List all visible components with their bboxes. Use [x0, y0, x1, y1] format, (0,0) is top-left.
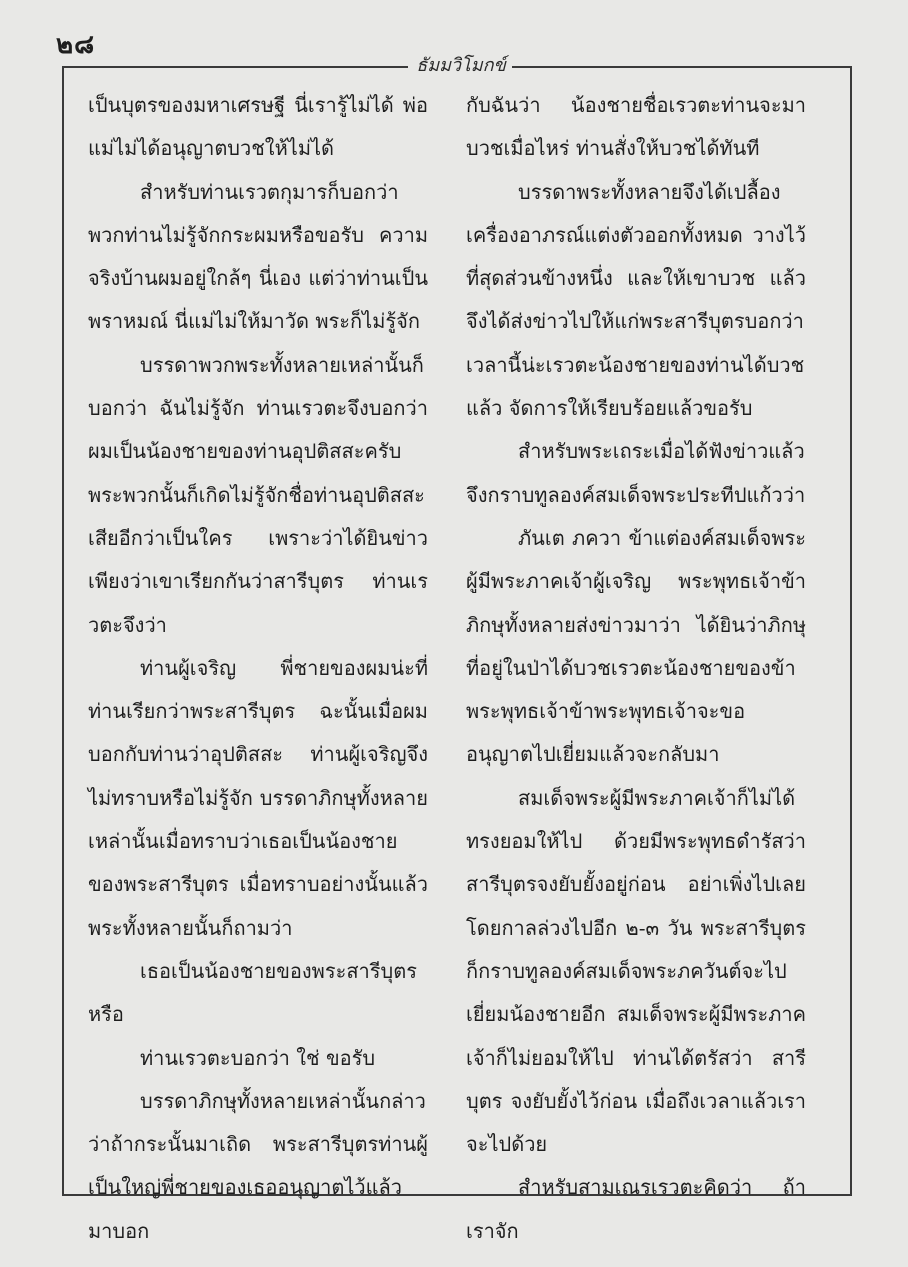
paragraph: บรรดาภิกษุทั้งหลายเหล่านั้นกล่าวว่าถ้ากระนั้นมาเถิด พระสารีบุตรท่านผู้เป็นใหญ่พี่ชายของเธออนุญาตไว้แล้ว มาบอก — [88, 1088, 428, 1243]
paragraph: กับฉันว่า น้องชายชื่อเรวตะท่านจะมาบวชเมื่อไหร่ ท่านสั่งให้บวชได้ทันที — [466, 93, 806, 161]
paragraph: สำหรับท่านเรวตกุมารก็บอกว่า พวกท่านไม่รู้จักกระผมหรือขอรับ ความจริงบ้านผมอยู่ใกล้ๆ นี่เอง แต่ว่าท่านเป็นพราหมณ์ นี่แม่ไม่ให้มาวัด พระก็ไม่รู้จัก — [88, 179, 428, 334]
paragraph: ท่านเรวตะบอกว่า ใช่ ขอรับ — [140, 1045, 376, 1070]
paragraph: สำหรับพระเถระเมื่อได้ฟังข่าวแล้วจึงกราบทูลองค์สมเด็จพระประทีปแก้วว่า — [466, 439, 806, 507]
right-column — [466, 84, 806, 1253]
paragraph: เป็นบุตรของมหาเศรษฐี นี่เรารู้ไม่ได้ พ่อแม่ไม่ได้อนุญาตบวชให้ไม่ได้ — [88, 93, 428, 161]
paragraph: สำหรับสามเณรเรวตะคิดว่า ถ้าเราจัก — [466, 1175, 806, 1243]
paragraph: สมเด็จพระผู้มีพระภาคเจ้าก็ไม่ได้ทรงยอมให้ไป ด้วยมีพระพุทธดำรัสว่า สารีบุตรจงยับยั้งอยู่ก่อน อย่าเพิ่งไปเลย โดยกาลล่วงไปอีก ๒-๓ วัน พระสารีบุตรก็กราบทูลองค์สมเด็จพระภควันต์จะไปเยี่ยมน้องชายอีก สมเด็จพระผู้มีพระภาคเจ้าก็ไม่ยอมให้ไป ท่านได้ตรัสว่า สารีบุตร จงยับยั้งไว้ก่อน เมื่อถึงเวลาแล้วเราจะไปด้วย — [466, 785, 806, 1157]
paragraph: เธอเป็นน้องชายของพระสารีบุตรหรือ — [88, 958, 417, 1027]
paragraph: บรรดาพวกพระทั้งหลายเหล่านั้นก็บอกว่า ฉันไม่รู้จัก ท่านเรวตะจึงบอกว่า ผมเป็นน้องชายของท่านอุปติสสะครับ พระพวกนั้นก็เกิดไม่รู้จักชื่อท่านอุปติสสะเสียอีกว่าเป็นใคร เพราะว่าได้ยินข่าวเพียงว่าเขาเรียกกันว่าสารีบุตร ท่านเรวตะจึงว่า — [88, 352, 428, 637]
page-number: ๒๘ — [56, 30, 96, 60]
paragraph: ภันเต ภควา ข้าแต่องค์สมเด็จพระผู้มีพระภาคเจ้าผู้เจริญ พระพุทธเจ้าข้า ภิกษุทั้งหลายส่งข่าวมาว่า ได้ยินว่าภิกษุที่อยู่ในป่าได้บวชเรวตะน้องชายของข้าพระพุทธเจ้าข้าพระพุทธเจ้าจะขออนุญาตไปเยี่ยมแล้วจะกลับมา — [466, 525, 806, 767]
running-head: ธัมมวิโมกข์ — [416, 55, 506, 76]
paragraph: บรรดาพระทั้งหลายจึงได้เปลื้องเครื่องอาภรณ์แต่งตัวออกทั้งหมด วางไว้ที่สุดส่วนข้างหนึ่ง และให้เขาบวช แล้วจึงได้ส่งข่าวไปให้แก่พระสารีบุตรบอกว่า เวลานี้น่ะเรวตะน้องชายของท่านได้บวชแล้ว จัดการให้เรียบร้อยแล้วขอรับ — [466, 179, 806, 421]
paragraph: ท่านผู้เจริญ พี่ชายของผมน่ะที่ท่านเรียกว่าพระสารีบุตร ฉะนั้นเมื่อผมบอกกับท่านว่าอุปติสสะ ท่านผู้เจริญจึงไม่ทราบหรือไม่รู้จัก บรรดาภิกษุทั้งหลายเหล่านั้นเมื่อทราบว่าเธอเป็นน้องชายของพระสารีบุตร เมื่อทราบอย่างนั้นแล้ว พระทั้งหลายนั้นก็ถามว่า — [88, 655, 428, 940]
left-column — [88, 84, 428, 1253]
